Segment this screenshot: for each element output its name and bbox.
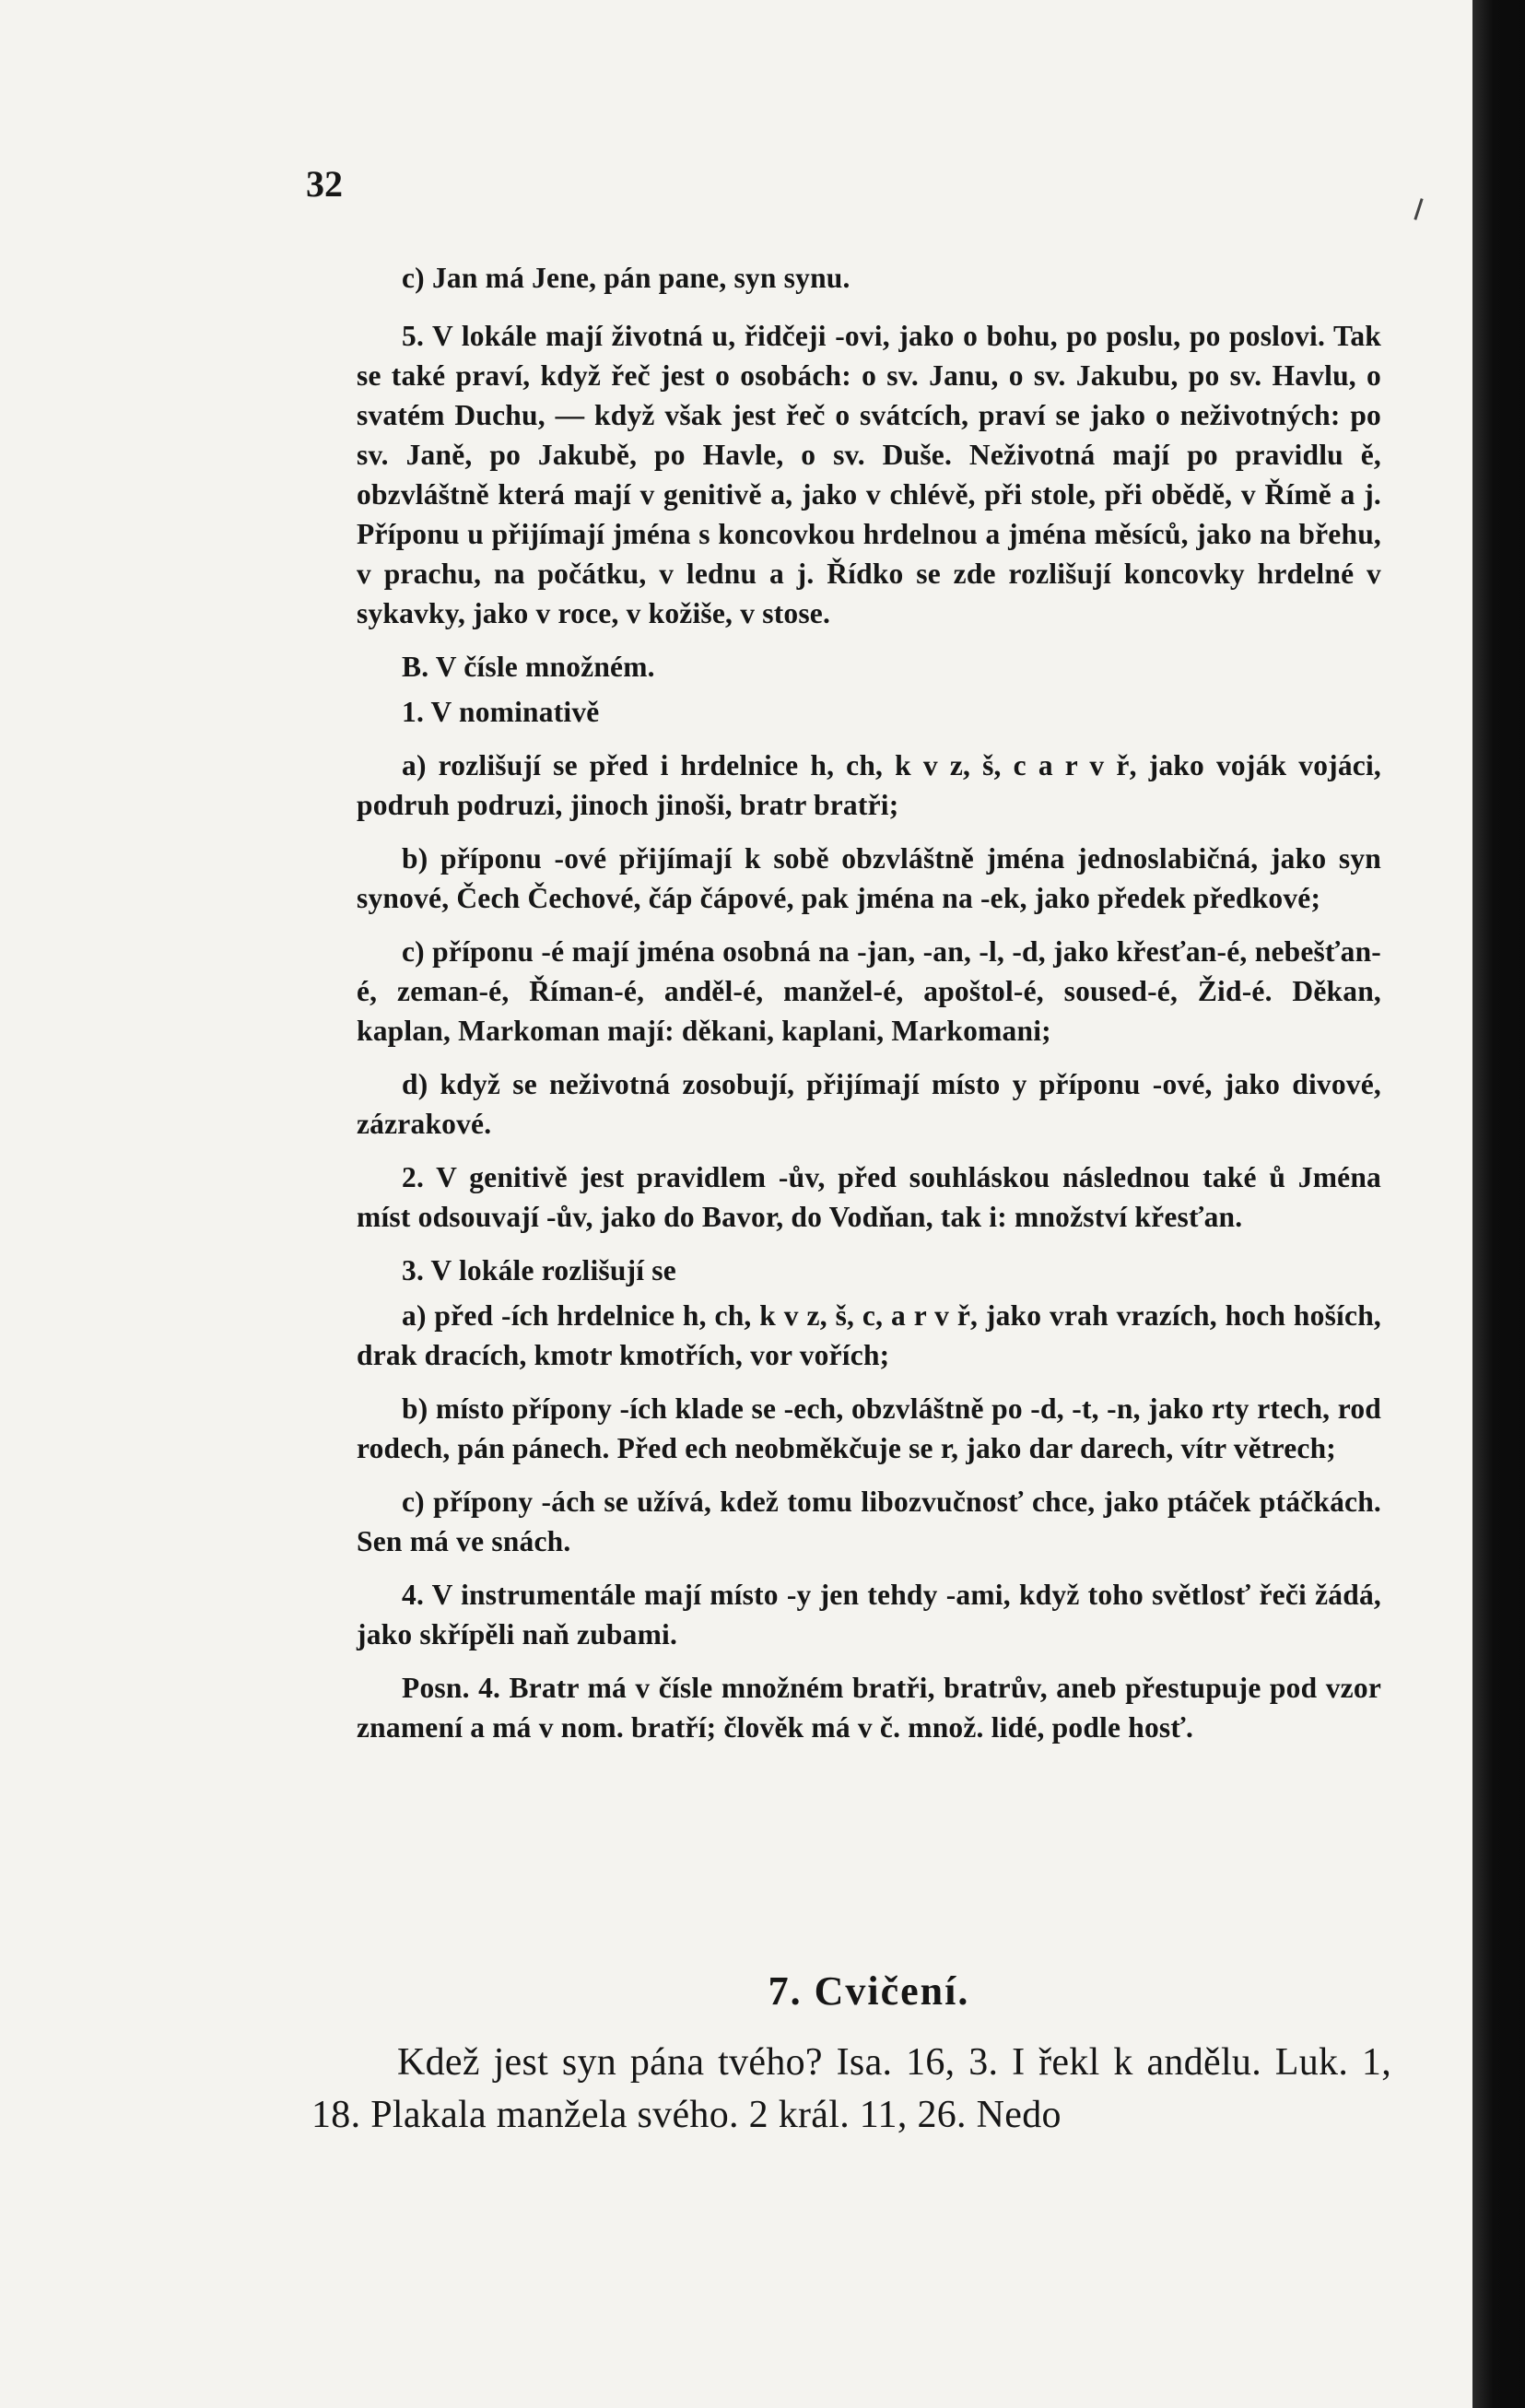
paragraph-3b: b) místo přípony -ích klade se -ech, obzvláštně po -d, -t, -n, jako rty rtech, rod rodech, pán pánech. Před ech neobměkčuje se r, jako dar darech, vítr větrech; [357,1392,1381,1464]
stray-mark [1414,198,1423,220]
paragraph-3a: a) před -ích hrdelnice h, ch, k v z, š, c, a r v ř, jako vrah vrazích, hoch hoších, drak dracích, kmotr kmotřích, vor vořích; [357,1299,1381,1371]
paragraph-1c: c) příponu -é mají jména osobná na -jan, -an, -l, -d, jako křesťan-é, nebešťan-é, zeman-é, Říman-é, anděl-é, manžel-é, apoštol-é, soused-é, Žid-é. Děkan, kaplan, Markoman mají: děkani, kaplani, Markomani; [357,935,1381,1047]
paragraph-1-nominativ: 1. V nominativě [402,696,600,728]
page-edge-shadow [1472,0,1525,2408]
paragraph-3c: c) přípony -ách se užívá, kdež tomu libozvučnosť chce, jako ptáček ptáčkách. Sen má ve snách. [357,1486,1381,1557]
paragraph-4-instrumental: 4. V instrumentále mají místo -y jen tehdy -ami, když toho světlosť řeči žádá, jako skřípěli naň zubami. [357,1579,1381,1650]
paragraph-1d: d) když se neživotná zosobují, přijímají místo y příponu -ové, jako divové, zázrakové. [357,1068,1381,1140]
paragraph-3-lokal: 3. V lokále rozlišují se [402,1254,676,1286]
paragraph-1b: b) příponu -ové přijímají k sobě obzvláštně jména jednoslabičná, jako syn synové, Čech Čechové, čáp čápové, pak jména na -ek, jako předek předkové; [357,842,1381,914]
paragraph-1a: a) rozlišují se před i hrdelnice h, ch, k v z, š, c a r v ř, jako voják vojáci, podruh podruzi, jinoch jinoši, bratr bratři; [357,749,1381,821]
paragraph-2-genitiv: 2. V genitivě jest pravidlem -ův, před souhláskou následnou také ů Jména míst odsouvají -ův, jako do Bavor, do Vodňan, tak i: množství křesťan. [357,1161,1381,1233]
grammar-text-block [357,258,1381,1761]
page-number: 32 [306,163,343,205]
section-heading-mnozne: B. V čísle množném. [402,651,655,683]
paragraph-c-jan: c) Jan má Jene, pán pane, syn synu. [402,262,850,294]
exercise-heading: 7. Cvičení. [768,1968,970,2014]
exercise-text: Kdež jest syn pána tvého? Isa. 16, 3. I řekl k andělu. Luk. 1, 18. Plakala manžela svého. 2 král. 11, 26. Nedo [311,2041,1391,2136]
paragraph-5-lokal: 5. V lokále mají životná u, řidčeji -ovi, jako o bohu, po poslu, po poslovi. Tak se také praví, když řeč jest o osobách: o sv. Janu, o sv. Jakubu, po sv. Havlu, o svatém Duchu, — když však jest řeč o svátcích, praví se jako o neživotných: po sv. Janě, po Jakubě, po Havle, o sv. Duše. Neživotná mají po pravidlu ě, obzvláštně která mají v genitivě a, jako v chlévě, při stole, při obědě, v Římě a j. Příponu u přijímají jména s koncovkou hrdelnou a jména měsíců, jako na břehu, v prachu, na počátku, v lednu a j. Řídko se zde rozlišují koncovky hrdelné v sykavky, jako v roce, v kožiše, v stose. [357,320,1381,629]
paragraph-posn-4: Posn. 4. Bratr má v čísle množném bratři, bratrův, aneb přestupuje pod vzor znamení a má v nom. bratří; člověk má v č. množ. lidé, podle hosť. [357,1672,1381,1744]
